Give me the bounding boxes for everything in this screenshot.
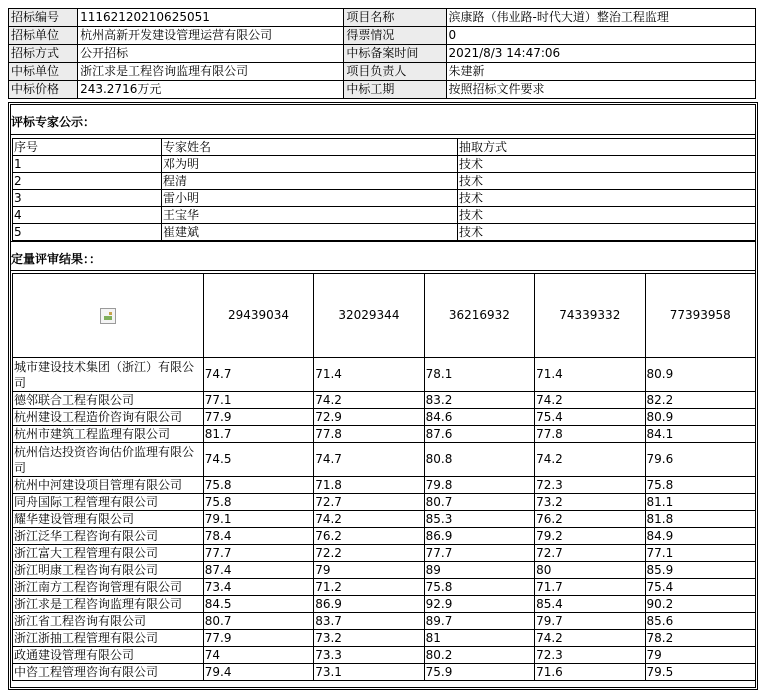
score-value: 80.8	[424, 443, 534, 477]
score-value: 79.5	[645, 664, 755, 681]
score-value: 74.7	[314, 443, 424, 477]
score-value: 80.7	[424, 494, 534, 511]
expert-method: 技术	[458, 156, 756, 173]
score-row	[13, 647, 756, 664]
score-value: 75.4	[535, 409, 645, 426]
info-label: 中标价格	[9, 81, 78, 99]
scores-heading: 定量评审结果：：	[11, 252, 102, 266]
experts-header-method: 抽取方式	[458, 139, 756, 156]
scores-header-expert: 77393958	[645, 274, 755, 358]
info-row	[9, 63, 756, 81]
expert-row	[13, 173, 756, 190]
info-value: 滨康路（伟业路-时代大道）整治工程监理	[446, 9, 755, 27]
score-value: 75.8	[424, 579, 534, 596]
score-value: 75.8	[645, 477, 755, 494]
score-value: 80	[535, 562, 645, 579]
scores-header-expert: 29439034	[203, 274, 313, 358]
score-row	[13, 613, 756, 630]
score-value: 79.8	[424, 477, 534, 494]
info-label: 招标编号	[9, 9, 78, 27]
info-value: 2021/8/3 14:47:06	[446, 45, 755, 63]
bidder-name: 耀华建设管理有限公司	[13, 511, 204, 528]
score-value: 74.2	[314, 511, 424, 528]
score-value: 86.9	[424, 528, 534, 545]
score-value: 81.7	[203, 426, 313, 443]
bidder-name: 中咨工程管理咨询有限公司	[13, 664, 204, 681]
bidder-name: 浙江求是工程咨询监理有限公司	[13, 596, 204, 613]
score-value: 85.9	[645, 562, 755, 579]
expert-index: 4	[13, 207, 162, 224]
expert-name: 程清	[162, 173, 458, 190]
tender-info-table	[8, 8, 756, 99]
score-value: 81.8	[645, 511, 755, 528]
info-value: 11162120210625051	[78, 9, 344, 27]
score-row	[13, 443, 756, 477]
info-value: 浙江求是工程咨询监理有限公司	[78, 63, 344, 81]
score-value: 83.2	[424, 392, 534, 409]
score-row	[13, 426, 756, 443]
info-value: 公开招标	[78, 45, 344, 63]
score-value: 73.3	[314, 647, 424, 664]
info-label: 招标方式	[9, 45, 78, 63]
score-value: 78.1	[424, 358, 534, 392]
bidder-name: 德邻联合工程有限公司	[13, 392, 204, 409]
expert-name: 崔建斌	[162, 224, 458, 241]
score-value: 84.1	[645, 426, 755, 443]
score-value: 73.2	[314, 630, 424, 647]
info-label: 中标单位	[9, 63, 78, 81]
score-value: 92.9	[424, 596, 534, 613]
score-value: 81.1	[645, 494, 755, 511]
score-value: 90.2	[645, 596, 755, 613]
scores-header-row	[13, 274, 756, 358]
score-value: 74.7	[203, 358, 313, 392]
divider	[10, 134, 756, 135]
score-value: 76.2	[314, 528, 424, 545]
expert-method: 技术	[458, 190, 756, 207]
score-value: 72.7	[314, 494, 424, 511]
expert-row	[13, 190, 756, 207]
experts-table	[12, 138, 756, 241]
info-value: 243.2716万元	[78, 81, 344, 99]
expert-index: 3	[13, 190, 162, 207]
score-value: 75.9	[424, 664, 534, 681]
score-value: 74.2	[314, 392, 424, 409]
score-value: 80.9	[645, 358, 755, 392]
score-value: 74.2	[535, 392, 645, 409]
bidder-name: 浙江泛华工程咨询有限公司	[13, 528, 204, 545]
score-value: 79.7	[535, 613, 645, 630]
scores-header-expert: 74339332	[535, 274, 645, 358]
info-row	[9, 27, 756, 45]
expert-name: 王宝华	[162, 207, 458, 224]
info-value: 按照招标文件要求	[446, 81, 755, 99]
bidder-name: 浙江明康工程咨询有限公司	[13, 562, 204, 579]
bidder-name: 杭州中河建设项目管理有限公司	[13, 477, 204, 494]
expert-index: 2	[13, 173, 162, 190]
score-value: 71.8	[314, 477, 424, 494]
info-label: 中标备案时间	[344, 45, 446, 63]
info-label: 项目负责人	[344, 63, 446, 81]
score-value: 77.1	[203, 392, 313, 409]
score-value: 85.3	[424, 511, 534, 528]
expert-method: 技术	[458, 224, 756, 241]
bidder-name: 浙江南方工程咨询管理有限公司	[13, 579, 204, 596]
score-value: 74.5	[203, 443, 313, 477]
score-value: 77.8	[535, 426, 645, 443]
info-value: 0	[446, 27, 755, 45]
score-value: 80.7	[203, 613, 313, 630]
info-label: 项目名称	[344, 9, 446, 27]
score-value: 89	[424, 562, 534, 579]
score-value: 72.3	[535, 647, 645, 664]
score-value: 75.8	[203, 477, 313, 494]
score-value: 77.1	[645, 545, 755, 562]
score-value: 73.1	[314, 664, 424, 681]
score-value: 79.4	[203, 664, 313, 681]
score-value: 71.4	[314, 358, 424, 392]
info-label: 招标单位	[9, 27, 78, 45]
bidder-name: 城市建设技术集团（浙江）有限公司	[13, 358, 204, 392]
score-value: 79.2	[535, 528, 645, 545]
bidder-name: 浙江浙抽工程管理有限公司	[13, 630, 204, 647]
score-value: 71.2	[314, 579, 424, 596]
experts-header-row	[13, 139, 756, 156]
score-value: 76.2	[535, 511, 645, 528]
broken-image-icon	[100, 308, 116, 324]
score-value: 74.2	[535, 630, 645, 647]
bidder-name: 浙江富大工程管理有限公司	[13, 545, 204, 562]
bidder-name: 同舟国际工程管理有限公司	[13, 494, 204, 511]
score-row	[13, 596, 756, 613]
divider	[10, 241, 756, 242]
score-value: 81	[424, 630, 534, 647]
score-value: 79	[314, 562, 424, 579]
info-value: 朱建新	[446, 63, 755, 81]
score-value: 71.7	[535, 579, 645, 596]
info-label: 中标工期	[344, 81, 446, 99]
experts-heading: 评标专家公示：	[11, 115, 96, 129]
bidder-name: 浙江省工程咨询有限公司	[13, 613, 204, 630]
score-row	[13, 545, 756, 562]
score-value: 78.4	[203, 528, 313, 545]
score-row	[13, 477, 756, 494]
score-value: 73.4	[203, 579, 313, 596]
score-row	[13, 409, 756, 426]
scores-header-expert: 36216932	[424, 274, 534, 358]
score-value: 71.6	[535, 664, 645, 681]
score-value: 77.9	[203, 409, 313, 426]
info-value: 杭州高新开发建设管理运营有限公司	[78, 27, 344, 45]
divider	[10, 270, 756, 271]
score-value: 77.7	[424, 545, 534, 562]
info-row	[9, 45, 756, 63]
score-row	[13, 562, 756, 579]
score-value: 74.2	[535, 443, 645, 477]
expert-row	[13, 156, 756, 173]
info-row	[9, 81, 756, 99]
score-value: 84.6	[424, 409, 534, 426]
score-value: 85.4	[535, 596, 645, 613]
score-row	[13, 664, 756, 681]
score-value: 72.9	[314, 409, 424, 426]
score-row	[13, 528, 756, 545]
score-row	[13, 358, 756, 392]
info-label: 得票情况	[344, 27, 446, 45]
expert-index: 5	[13, 224, 162, 241]
score-value: 84.9	[645, 528, 755, 545]
score-value: 77.7	[203, 545, 313, 562]
info-row	[9, 9, 756, 27]
scores-table	[12, 273, 756, 681]
score-row	[13, 511, 756, 528]
score-row	[13, 579, 756, 596]
score-value: 72.2	[314, 545, 424, 562]
score-value: 87.4	[203, 562, 313, 579]
score-value: 72.3	[535, 477, 645, 494]
expert-name: 雷小明	[162, 190, 458, 207]
score-value: 86.9	[314, 596, 424, 613]
score-value: 79	[645, 647, 755, 664]
score-value: 89.7	[424, 613, 534, 630]
score-value: 78.2	[645, 630, 755, 647]
scores-header-image-cell	[13, 274, 204, 358]
score-value: 75.8	[203, 494, 313, 511]
score-value: 80.9	[645, 409, 755, 426]
score-value: 74	[203, 647, 313, 664]
score-value: 84.5	[203, 596, 313, 613]
experts-header-index: 序号	[13, 139, 162, 156]
bidder-name: 杭州建设工程造价咨询有限公司	[13, 409, 204, 426]
score-value: 79.6	[645, 443, 755, 477]
expert-name: 邓为明	[162, 156, 458, 173]
score-value: 83.7	[314, 613, 424, 630]
bidder-name: 政通建设管理有限公司	[13, 647, 204, 664]
score-value: 87.6	[424, 426, 534, 443]
score-value: 72.7	[535, 545, 645, 562]
score-value: 79.1	[203, 511, 313, 528]
score-row	[13, 392, 756, 409]
expert-row	[13, 207, 756, 224]
expert-method: 技术	[458, 173, 756, 190]
score-value: 77.8	[314, 426, 424, 443]
bidder-name: 杭州信达投资咨询估价监理有限公司	[13, 443, 204, 477]
score-value: 75.4	[645, 579, 755, 596]
score-value: 82.2	[645, 392, 755, 409]
expert-row	[13, 224, 756, 241]
scores-header-expert: 32029344	[314, 274, 424, 358]
score-value: 80.2	[424, 647, 534, 664]
experts-header-name: 专家姓名	[162, 139, 458, 156]
score-value: 85.6	[645, 613, 755, 630]
score-value: 71.4	[535, 358, 645, 392]
bidder-name: 杭州市建筑工程监理有限公司	[13, 426, 204, 443]
score-value: 77.9	[203, 630, 313, 647]
expert-index: 1	[13, 156, 162, 173]
score-row	[13, 630, 756, 647]
score-row	[13, 494, 756, 511]
expert-method: 技术	[458, 207, 756, 224]
score-value: 73.2	[535, 494, 645, 511]
